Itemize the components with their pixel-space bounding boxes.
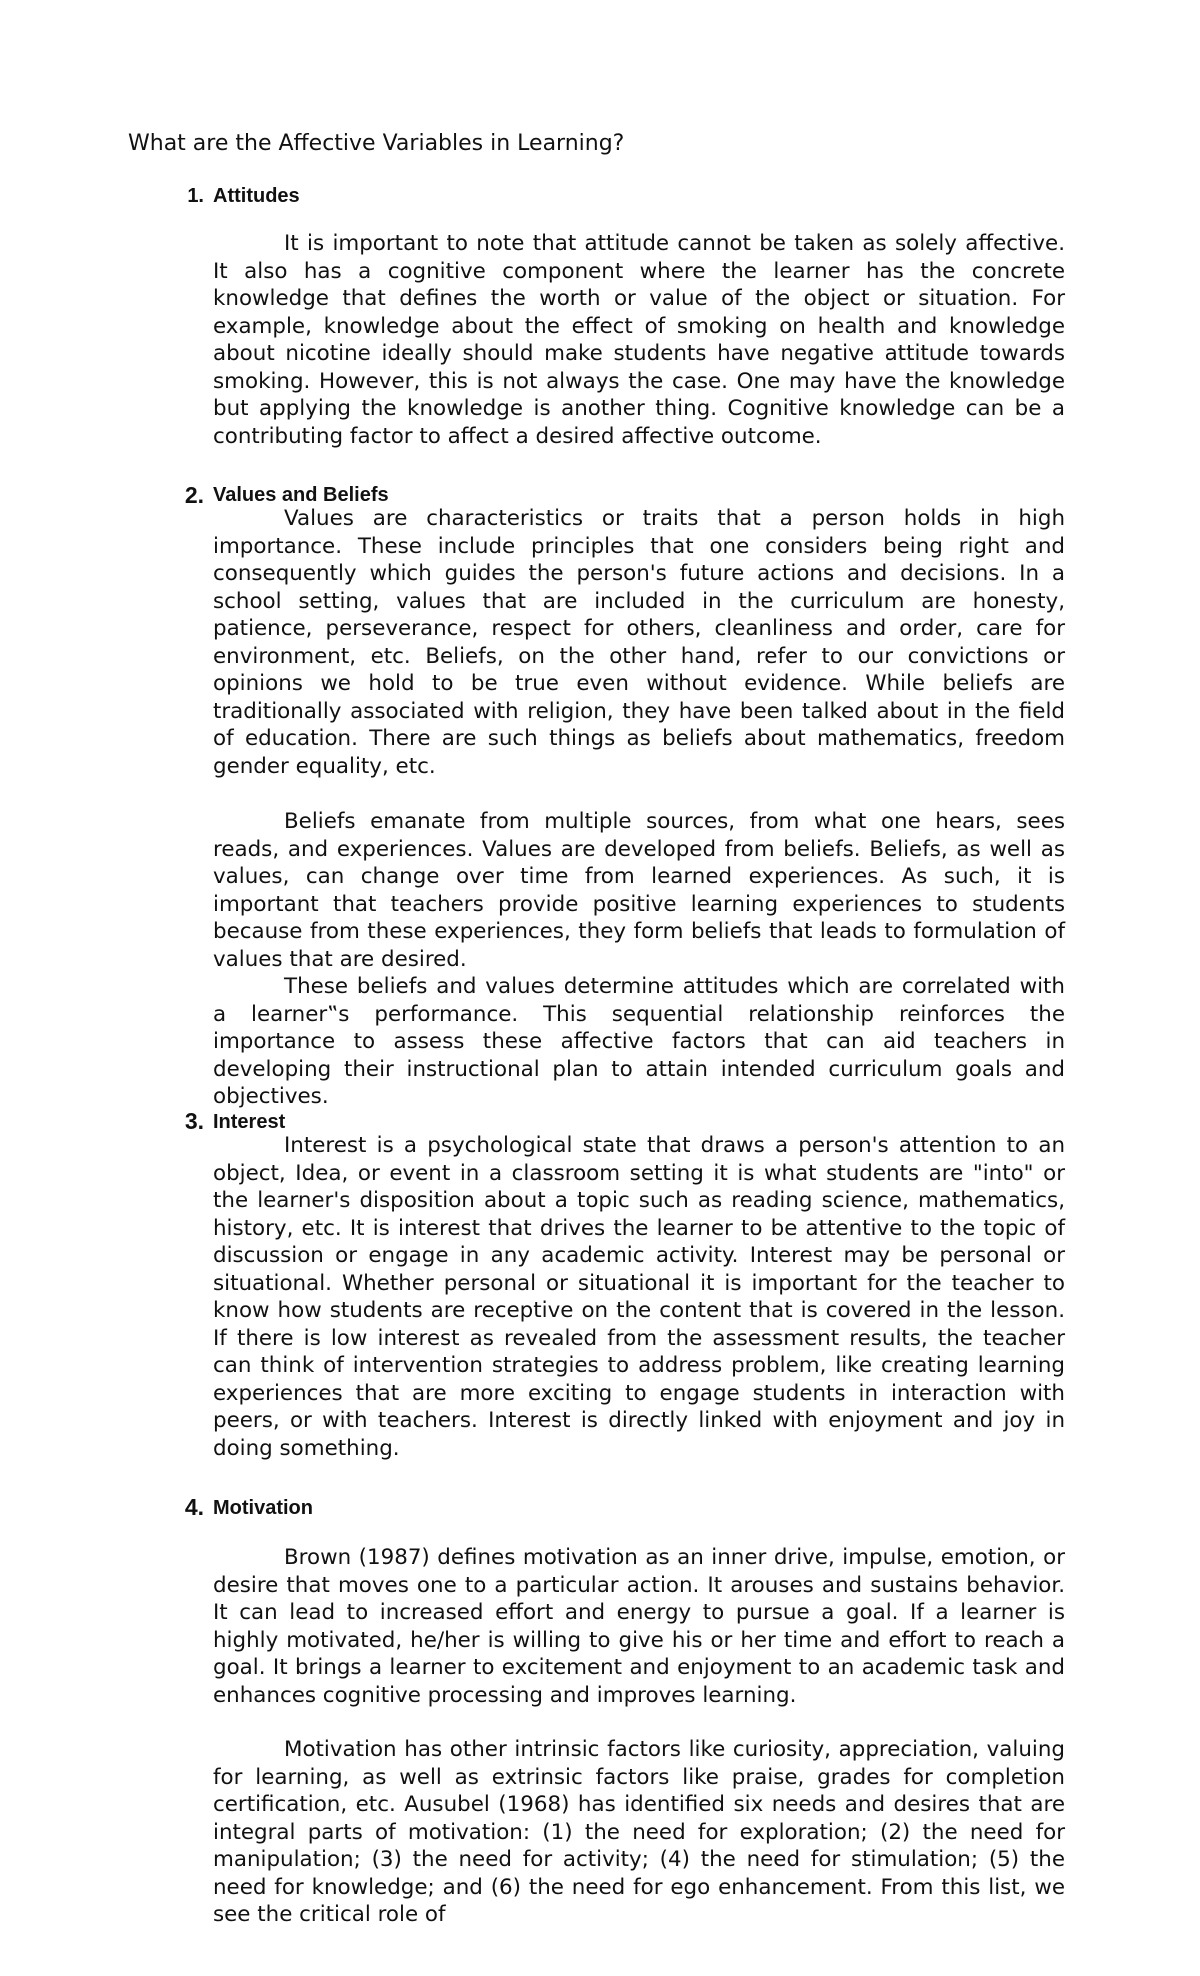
paragraph-values-2: Beliefs emanate from multiple sources, from what one hears, sees reads, and experiences. Values are developed from beliefs. Beliefs, as well as values, can change over time from learned experiences. As such, it is important that teachers provide positive learning experiences to students because from these experiences, they form beliefs that leads to formulation of values that are desired. (213, 809, 1065, 972)
paragraph-values-3: These beliefs and values determine attitudes which are correlated with a learner‟s performance. This sequential relationship reinforces the importance to assess these affective factors that can aid teachers in developing their instructional plan to attain intended curriculum goals and objectives. (213, 974, 1065, 1109)
list-number: 2. (184, 482, 204, 508)
section-heading: Motivation (213, 1497, 313, 1519)
document-title: What are the Affective Variables in Learning? (128, 131, 625, 156)
section-heading: Values and Beliefs (213, 484, 389, 506)
paragraph-motivation-1: Brown (1987) defines motivation as an inner drive, impulse, emotion, or desire that moves one to a particular action. It arouses and sustains behavior. It can lead to increased effort and energy to pursue a goal. If a learner is highly motivated, he/her is willing to give his or her time and effort to reach a goal. It brings a learner to excitement and enjoyment to an academic task and enhances cognitive processing and improves learning. (213, 1545, 1065, 1708)
section-heading: Attitudes (213, 185, 300, 207)
paragraph-attitudes: It is important to note that attitude cannot be taken as solely affective. It also has a cognitive component where the learner has the concrete knowledge that defines the worth or value of the object or situation. For example, knowledge about the effect of smoking on health and knowledge about nicotine ideally should make students have negative attitude towards smoking. However, this is not always the case. One may have the knowledge but applying the knowledge is another thing. Cognitive knowledge can be a contributing factor to affect a desired affective outcome. (213, 231, 1065, 449)
paragraph-motivation-2: Motivation has other intrinsic factors like curiosity, appreciation, valuing for learning, as well as extrinsic factors like praise, grades for completion certification, etc. Ausubel (1968) has identified six needs and desires that are integral parts of motivation: (1) the need for exploration; (2) the need for manipulation; (3) the need for activity; (4) the need for stimulation; (5) the need for knowledge; and (6) the need for ego enhancement. From this list, we see the critical role of (213, 1737, 1065, 1927)
list-number: 1. (187, 185, 204, 207)
paragraph-interest: Interest is a psychological state that draws a person's attention to an object, Idea, or event in a classroom setting it is what students are "into" or the learner's disposition about a topic such as reading science, mathematics, history, etc. It is interest that drives the learner to be attentive to the topic of discussion or engage in any academic activity. Interest may be personal or situational. Whether personal or situational it is important for the teacher to know how students are receptive on the content that is covered in the lesson. If there is low interest as revealed from the assessment results, the teacher can think of intervention strategies to address problem, like creating learning experiences that are more exciting to engage students in interaction with peers, or with teachers. Interest is directly linked with enjoyment and joy in doing something. (213, 1133, 1065, 1461)
paragraph-values-1: Values are characteristics or traits that a person holds in high importance. These include principles that one considers being right and consequently which guides the person's future actions and decisions. In a school setting, values that are included in the curriculum are honesty, patience, perseverance, respect for others, cleanliness and order, care for environment, etc. Beliefs, on the other hand, refer to our convictions or opinions we hold to be true even without evidence. While beliefs are traditionally associated with religion, they have been talked about in the field of education. There are such things as beliefs about mathematics, freedom gender equality, etc. (213, 506, 1065, 779)
list-number: 4. (184, 1494, 204, 1520)
list-number: 3. (184, 1108, 204, 1134)
section-heading: Interest (213, 1111, 286, 1133)
